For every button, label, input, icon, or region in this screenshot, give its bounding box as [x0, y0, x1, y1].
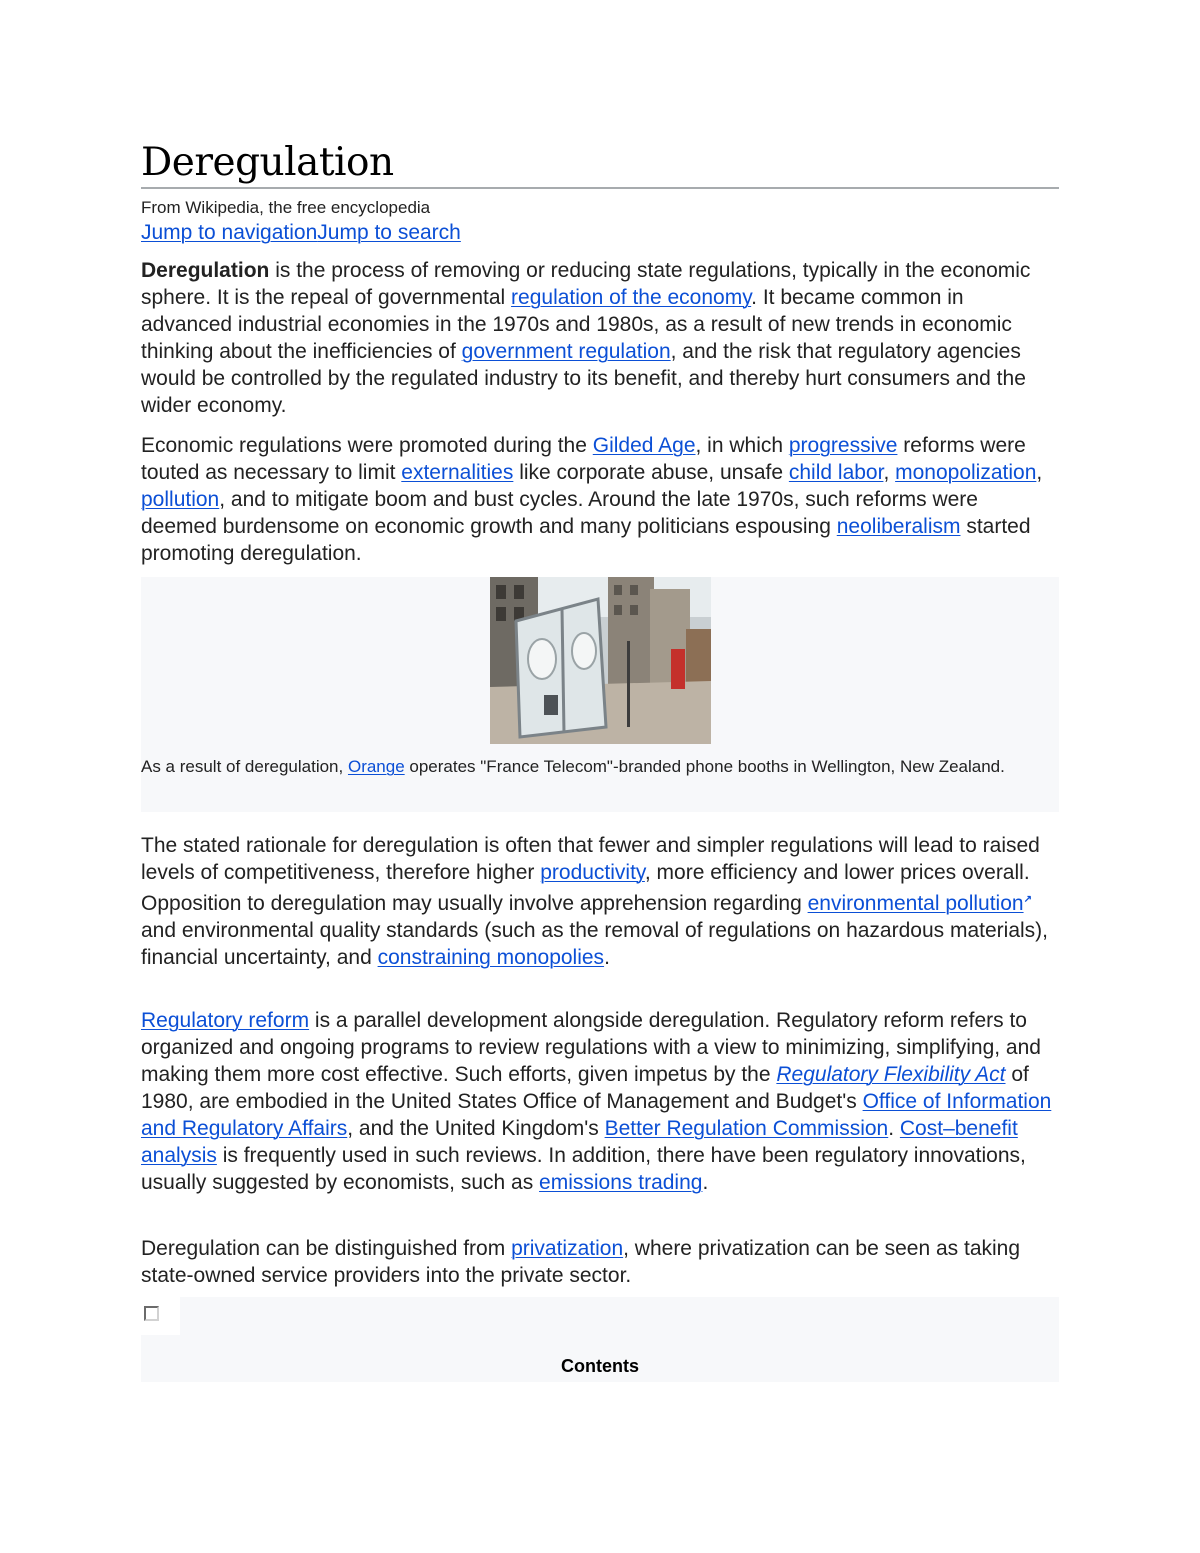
link-regulatory-flexibility-act[interactable]: Regulatory Flexibility Act	[776, 1063, 1006, 1086]
site-subtitle: From Wikipedia, the free encyclopedia	[141, 198, 431, 217]
jump-links	[141, 220, 461, 246]
toc-toggle[interactable]	[141, 1297, 180, 1335]
paragraph-history	[141, 432, 1059, 567]
link-neoliberalism[interactable]: neoliberalism	[836, 515, 961, 538]
text: . It became common in advanced industrial economies in the 1970s and 1980s, as a result of new trends in economic thinking about the inefficiencies of	[141, 286, 1012, 363]
figure-caption	[141, 751, 1041, 783]
jump-to-navigation-link[interactable]: Jump to navigation	[141, 221, 318, 244]
link-emissions-trading[interactable]: emissions trading	[539, 1171, 703, 1194]
link-progressive[interactable]: progressive	[788, 434, 898, 457]
paragraph-rationale	[141, 832, 1059, 971]
link-government-regulation[interactable]: government regulation	[461, 340, 671, 363]
link-productivity[interactable]: productivity	[540, 861, 645, 884]
figure-thumbnail	[141, 577, 1059, 812]
text: , and the United Kingdom's	[347, 1117, 605, 1140]
toc-checkbox-icon[interactable]	[144, 1306, 159, 1321]
link-cost-benefit-analysis[interactable]: Cost–benefit analysis	[141, 1117, 1018, 1167]
paragraph-intro	[141, 257, 1059, 419]
text: reforms were touted as necessary to limit	[141, 434, 1026, 484]
text: of 1980, are embodied in the United States Office of Management and Budget's	[141, 1063, 1029, 1113]
link-gilded-age[interactable]: Gilded Age	[592, 434, 696, 457]
text: ,	[883, 461, 896, 484]
title-divider	[141, 187, 1059, 189]
text: , where privatization can be seen as taking state-owned service providers into the private sector.	[141, 1237, 1021, 1287]
text: ,	[1036, 461, 1043, 484]
link-monopolization[interactable]: monopolization	[895, 461, 1037, 484]
link-constraining-monopolies[interactable]: constraining monopolies	[377, 946, 605, 969]
text: , and the risk that regulatory agencies would be controlled by the regulated industry to its benefit, and thereby hurt consumers and the wider economy.	[141, 340, 1026, 417]
text: is a parallel development alongside deregulation. Regulatory reform refers to organized and ongoing programs to review regulations with a view to minimizing, simplifying, and making them more cost effective. Such efforts, given impetus by the	[141, 1009, 1041, 1086]
text: , and to mitigate boom and bust cycles. Around the late 1970s, such reforms were deemed burdensome on economic growth and many politicians espousing	[141, 488, 978, 538]
text: is frequently used in such reviews. In addition, there have been regulatory innovations, usually suggested by economists, such as	[141, 1144, 1026, 1194]
text: , in which	[695, 434, 789, 457]
text: .	[888, 1117, 900, 1140]
link-regulatory-reform[interactable]: Regulatory reform	[141, 1009, 310, 1032]
table-of-contents	[141, 1297, 1059, 1382]
text: The stated rationale for deregulation is often that fewer and simpler regulations will lead to raised levels of competitiveness, therefore higher	[141, 834, 1040, 884]
text: .	[702, 1171, 709, 1194]
link-environmental-pollution[interactable]: environmental pollution	[807, 892, 1024, 915]
text: .	[604, 946, 610, 969]
caption-text: As a result of deregulation,	[141, 757, 348, 776]
link-privatization[interactable]: privatization	[511, 1237, 624, 1260]
text: Deregulation can be distinguished from	[141, 1237, 512, 1260]
toc-title: Contents	[561, 1356, 639, 1376]
caption-text: operates "France Telecom"-branded phone booths in Wellington, New Zealand.	[404, 757, 1005, 776]
external-link-icon: ↗	[1023, 894, 1032, 905]
text: is the process of removing or reducing state regulations, typically in the economic sphere. It is the repeal of governmental	[141, 259, 1031, 309]
text: like corporate abuse, unsafe	[513, 461, 789, 484]
link-office-of-information-and-regulatory-affairs[interactable]: Office of Information and Regulatory Affairs	[141, 1090, 1052, 1140]
bold-term: Deregulation	[141, 259, 270, 282]
link-regulation-of-the-economy[interactable]: regulation of the economy	[511, 286, 752, 309]
link-pollution[interactable]: pollution	[141, 488, 220, 511]
text: Economic regulations were promoted during the	[141, 434, 593, 457]
link-child-labor[interactable]: child labor	[788, 461, 884, 484]
paragraph-privatization	[141, 1235, 1059, 1289]
text: , more efficiency and lower prices overall. Opposition to deregulation may usually involve apprehension regarding	[141, 861, 1030, 915]
text: and environmental quality standards (such as the removal of regulations on hazardous materials), financial uncertainty, and	[141, 919, 1048, 969]
text: started promoting deregulation.	[141, 515, 1031, 565]
link-orange[interactable]: Orange	[347, 757, 405, 776]
page-title: Deregulation	[141, 140, 394, 185]
phone-booth-photo[interactable]	[490, 577, 711, 744]
phone-booth-image	[490, 577, 711, 744]
jump-to-search-link[interactable]: Jump to search	[317, 221, 461, 244]
paragraph-regulatory-reform	[141, 1007, 1059, 1196]
link-better-regulation-commission[interactable]: Better Regulation Commission	[604, 1117, 889, 1140]
link-externalities[interactable]: externalities	[401, 461, 514, 484]
